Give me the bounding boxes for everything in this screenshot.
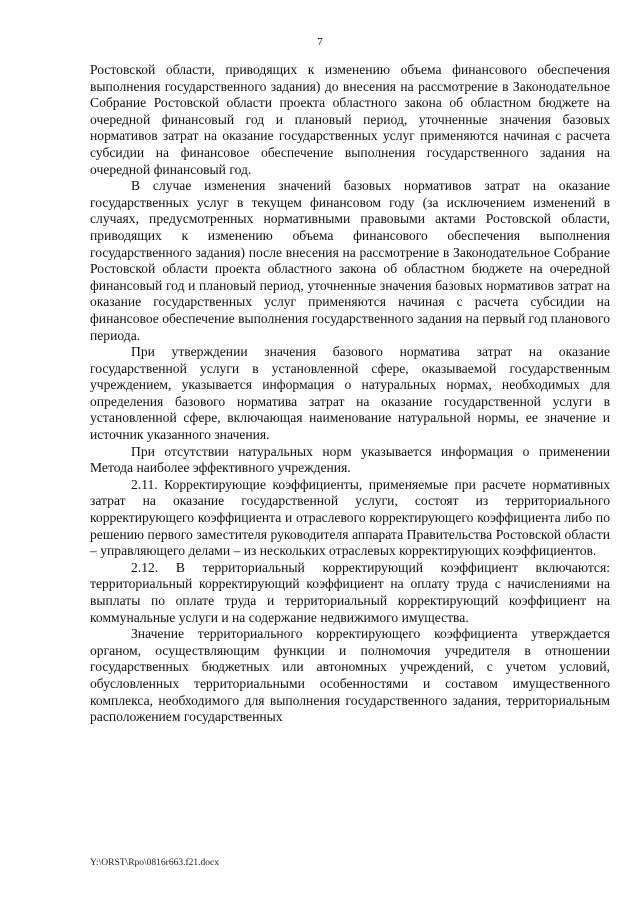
page-number: 7 <box>317 36 323 48</box>
paragraph-change-current-year: В случае изменения значений базовых нормативов затрат на оказание государственных услуг в текущем финансовом году (за исключением изменений в случаях, предусмотренных нормативными правовыми актами Ростовской области, приводящих к изменению объема финансового обеспечения выполнения государственного задания) после внесения на рассмотрение в Законодательное Собрание Ростовской области проекта областного закона об областном бюджете на очередной финансовый год и плановый период, уточненные значения базовых нормативов затрат на оказание государственных услуг применяются начиная с расчета субсидии на финансовое обеспечение выполнения государственного задания на первый год планового периода. <box>90 178 610 343</box>
document-body <box>90 62 610 726</box>
paragraph-continuation: Ростовской области, приводящих к изменению объема финансового обеспечения выполнения государственного задания) до внесения на рассмотрение в Законодательное Собрание Ростовской области проекта областного закона об областном бюджете на очередной финансовый год и плановый период, уточненные значения базовых нормативов затрат на оказание государственных услуг применяются начиная с расчета субсидии на финансовое обеспечение выполнения государственного задания на очередной финансовый год. <box>90 62 610 177</box>
paragraph-natural-norms: При утверждении значения базового норматива затрат на оказание государственной услуги в установленной сфере, оказываемой государственным учреждением, указывается информация о натуральных нормах, необходимых для определения базового норматива затрат на оказание государственной услуги в установленной сфере, включающая наименование натуральной нормы, ее значение и источник указанного значения. <box>90 344 610 443</box>
paragraph-2-11: 2.11. Корректирующие коэффициенты, применяемые при расчете нормативных затрат на оказание государственной услуги, состоят из территориального корректирующего коэффициента и отраслевого корректирующего коэффициента либо по решению первого заместителя руководителя аппарата Правительства Ростовской области – управляющего делами – из нескольких отраслевых корректирующих коэффициентов. <box>90 476 610 559</box>
footer-file-path: Y:\ORST\Rpo\0816r663.f21.docx <box>90 858 219 868</box>
paragraph-territorial-coefficient: Значение территориального корректирующего коэффициента утверждается органом, осуществляющим функции и полномочия учредителя в отношении государственных бюджетных или автономных учреждений, с учетом условий, обусловленных территориальными особенностями и составом имущественного комплекса, необходимого для выполнения государственного задания, территориальным расположением государственных <box>90 626 610 725</box>
paragraph-2-12: 2.12. В территориальный корректирующий коэффициент включаются: территориальный корректирующий коэффициент на оплату труда с начислениями на выплаты по оплате труда и территориальный корректирующий коэффициент на коммунальные услуги и на содержание недвижимого имущества. <box>90 559 610 625</box>
paragraph-no-natural-norms: При отсутствии натуральных норм указывается информация о применении Метода наиболее эффективного учреждения. <box>90 443 610 476</box>
